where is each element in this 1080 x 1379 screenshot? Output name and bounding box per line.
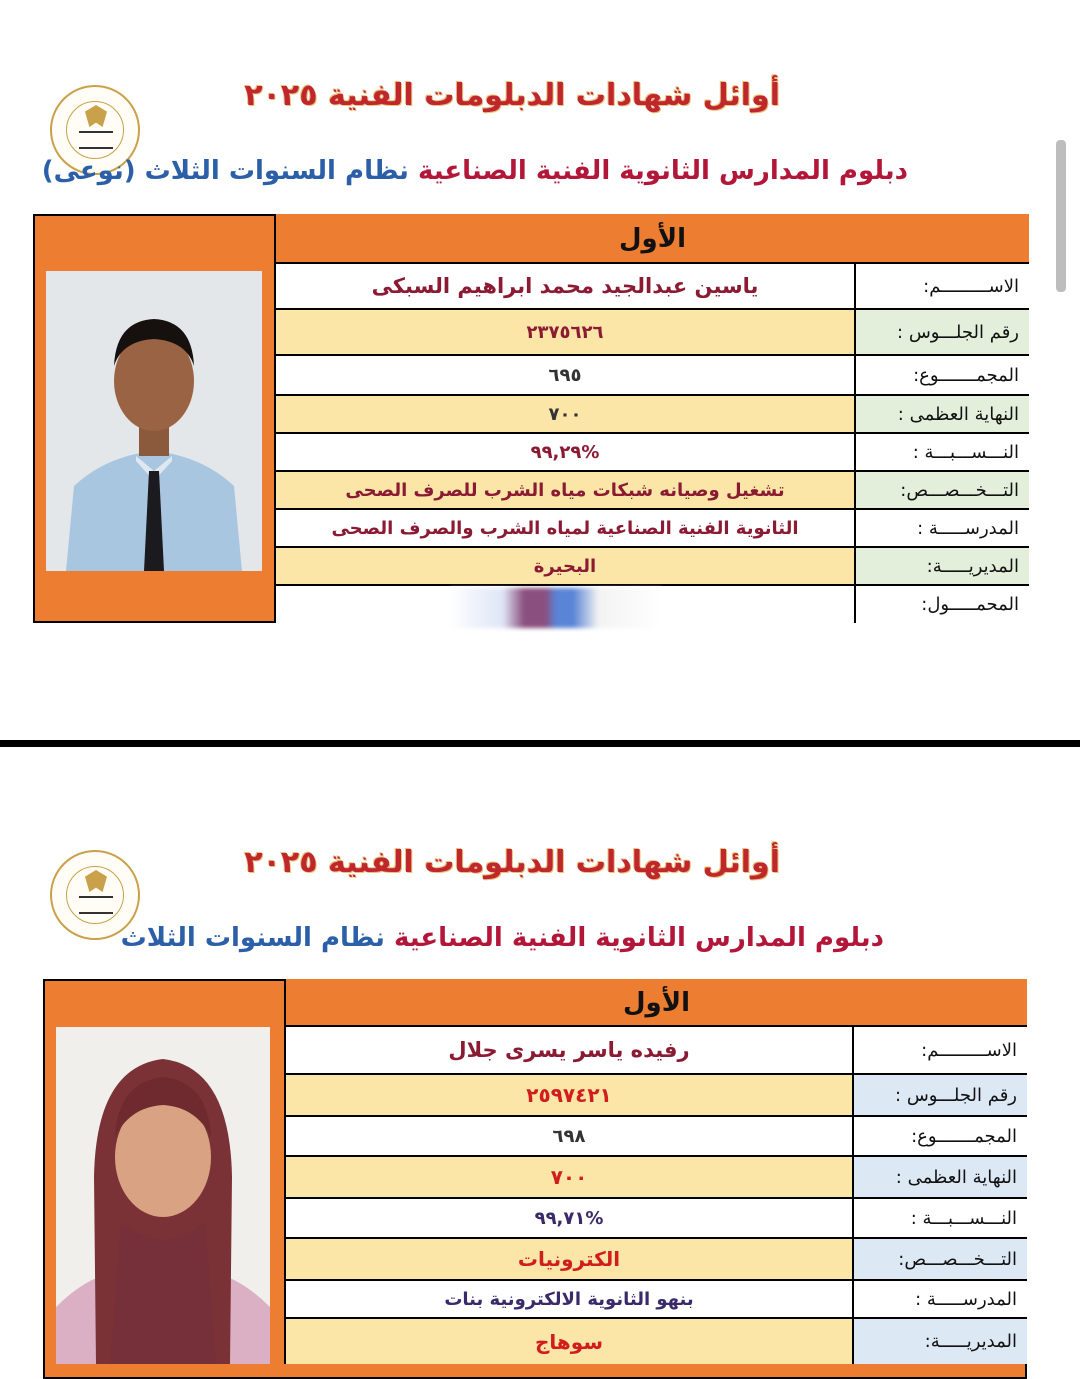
seat-number: ٢٥٩٧٤٢١ bbox=[286, 1075, 854, 1115]
row-max bbox=[284, 1157, 1027, 1199]
row-seat-number bbox=[284, 1075, 1027, 1117]
label-max: النهاية العظمى : bbox=[854, 1157, 1027, 1197]
max-score: ٧٠٠ bbox=[276, 396, 856, 432]
student-photo bbox=[56, 1027, 270, 1364]
rank-header: الأول bbox=[274, 214, 1029, 264]
row-total bbox=[284, 1117, 1027, 1157]
section-divider bbox=[0, 740, 1080, 747]
school: الثانوية الفنية الصناعية لمياه الشرب والصرف الصحى bbox=[276, 510, 856, 546]
student-card-2 bbox=[0, 747, 1080, 1364]
specialization: تشغيل وصيانه شبكات مياه الشرب للصرف الصحى bbox=[276, 472, 856, 508]
subtitle-part1: دبلوم المدارس الثانوية الفنية الصناعية bbox=[393, 923, 884, 953]
card-subtitle bbox=[121, 923, 884, 953]
student-photo bbox=[46, 271, 262, 571]
card-subtitle bbox=[42, 156, 908, 186]
seat-number: ٢٣٧٥٦٢٦ bbox=[276, 310, 856, 354]
student-name: ياسين عبدالجيد محمد ابراهيم السبكى bbox=[276, 264, 856, 308]
row-directorate bbox=[284, 1319, 1027, 1364]
rank-header: الأول bbox=[284, 979, 1027, 1027]
subtitle-part2: نظام السنوات الثلاث bbox=[120, 923, 385, 953]
row-specialization bbox=[274, 472, 1029, 510]
label-seat-number: رقم الجلـــوس : bbox=[854, 1075, 1027, 1115]
school: بنهو الثانوية الالكترونية بنات bbox=[286, 1281, 854, 1317]
row-max bbox=[274, 396, 1029, 434]
label-directorate: المديريـــــة: bbox=[854, 1319, 1027, 1364]
specialization: الكترونيات bbox=[286, 1239, 854, 1279]
label-total: المجمـــــــوع: bbox=[856, 356, 1029, 394]
card-title: أوائل شهادات الدبلومات الفنية ٢٠٢٥ bbox=[244, 78, 780, 113]
student-name: رفيده ياسر يسرى جلال bbox=[286, 1027, 854, 1073]
label-percentage: النـــســـبـــة : bbox=[854, 1199, 1027, 1237]
row-directorate bbox=[274, 548, 1029, 586]
row-name bbox=[284, 1027, 1027, 1075]
card-title: أوائل شهادات الدبلومات الفنية ٢٠٢٥ bbox=[244, 845, 780, 880]
label-total: المجمـــــــوع: bbox=[854, 1117, 1027, 1155]
label-max: النهاية العظمى : bbox=[856, 396, 1029, 432]
row-percentage bbox=[284, 1199, 1027, 1239]
directorate: البحيرة bbox=[276, 548, 856, 584]
percentage: %٩٩,٢٩ bbox=[276, 434, 856, 470]
subtitle-part2: نظام السنوات الثلاث (نوعى) bbox=[41, 156, 409, 186]
directorate: سوهاج bbox=[286, 1319, 854, 1364]
row-name bbox=[274, 264, 1029, 310]
label-specialization: التـــخـــصـــص: bbox=[854, 1239, 1027, 1279]
label-percentage: النـــســـبـــة : bbox=[856, 434, 1029, 470]
total-score: ٦٩٥ bbox=[276, 356, 856, 394]
subtitle-part1: دبلوم المدارس الثانوية الفنية الصناعية bbox=[417, 156, 908, 186]
row-seat-number bbox=[274, 310, 1029, 356]
label-name: الاســـــــــم: bbox=[856, 264, 1029, 308]
label-mobile: المحمـــــول: bbox=[856, 586, 1029, 623]
row-specialization bbox=[284, 1239, 1027, 1281]
redacted-mobile bbox=[450, 588, 662, 628]
label-seat-number: رقم الجلـــوس : bbox=[856, 310, 1029, 354]
label-specialization: التـــخـــصـــص: bbox=[856, 472, 1029, 508]
max-score: ٧٠٠ bbox=[286, 1157, 854, 1197]
row-school bbox=[284, 1281, 1027, 1319]
percentage: %٩٩,٧١ bbox=[286, 1199, 854, 1237]
label-directorate: المديريـــــة: bbox=[856, 548, 1029, 584]
total-score: ٦٩٨ bbox=[286, 1117, 854, 1155]
label-name: الاســـــــــم: bbox=[854, 1027, 1027, 1073]
row-percentage bbox=[274, 434, 1029, 472]
label-school: المدرســـــة : bbox=[854, 1281, 1027, 1317]
row-total bbox=[274, 356, 1029, 396]
row-school bbox=[274, 510, 1029, 548]
label-school: المدرســـــة : bbox=[856, 510, 1029, 546]
